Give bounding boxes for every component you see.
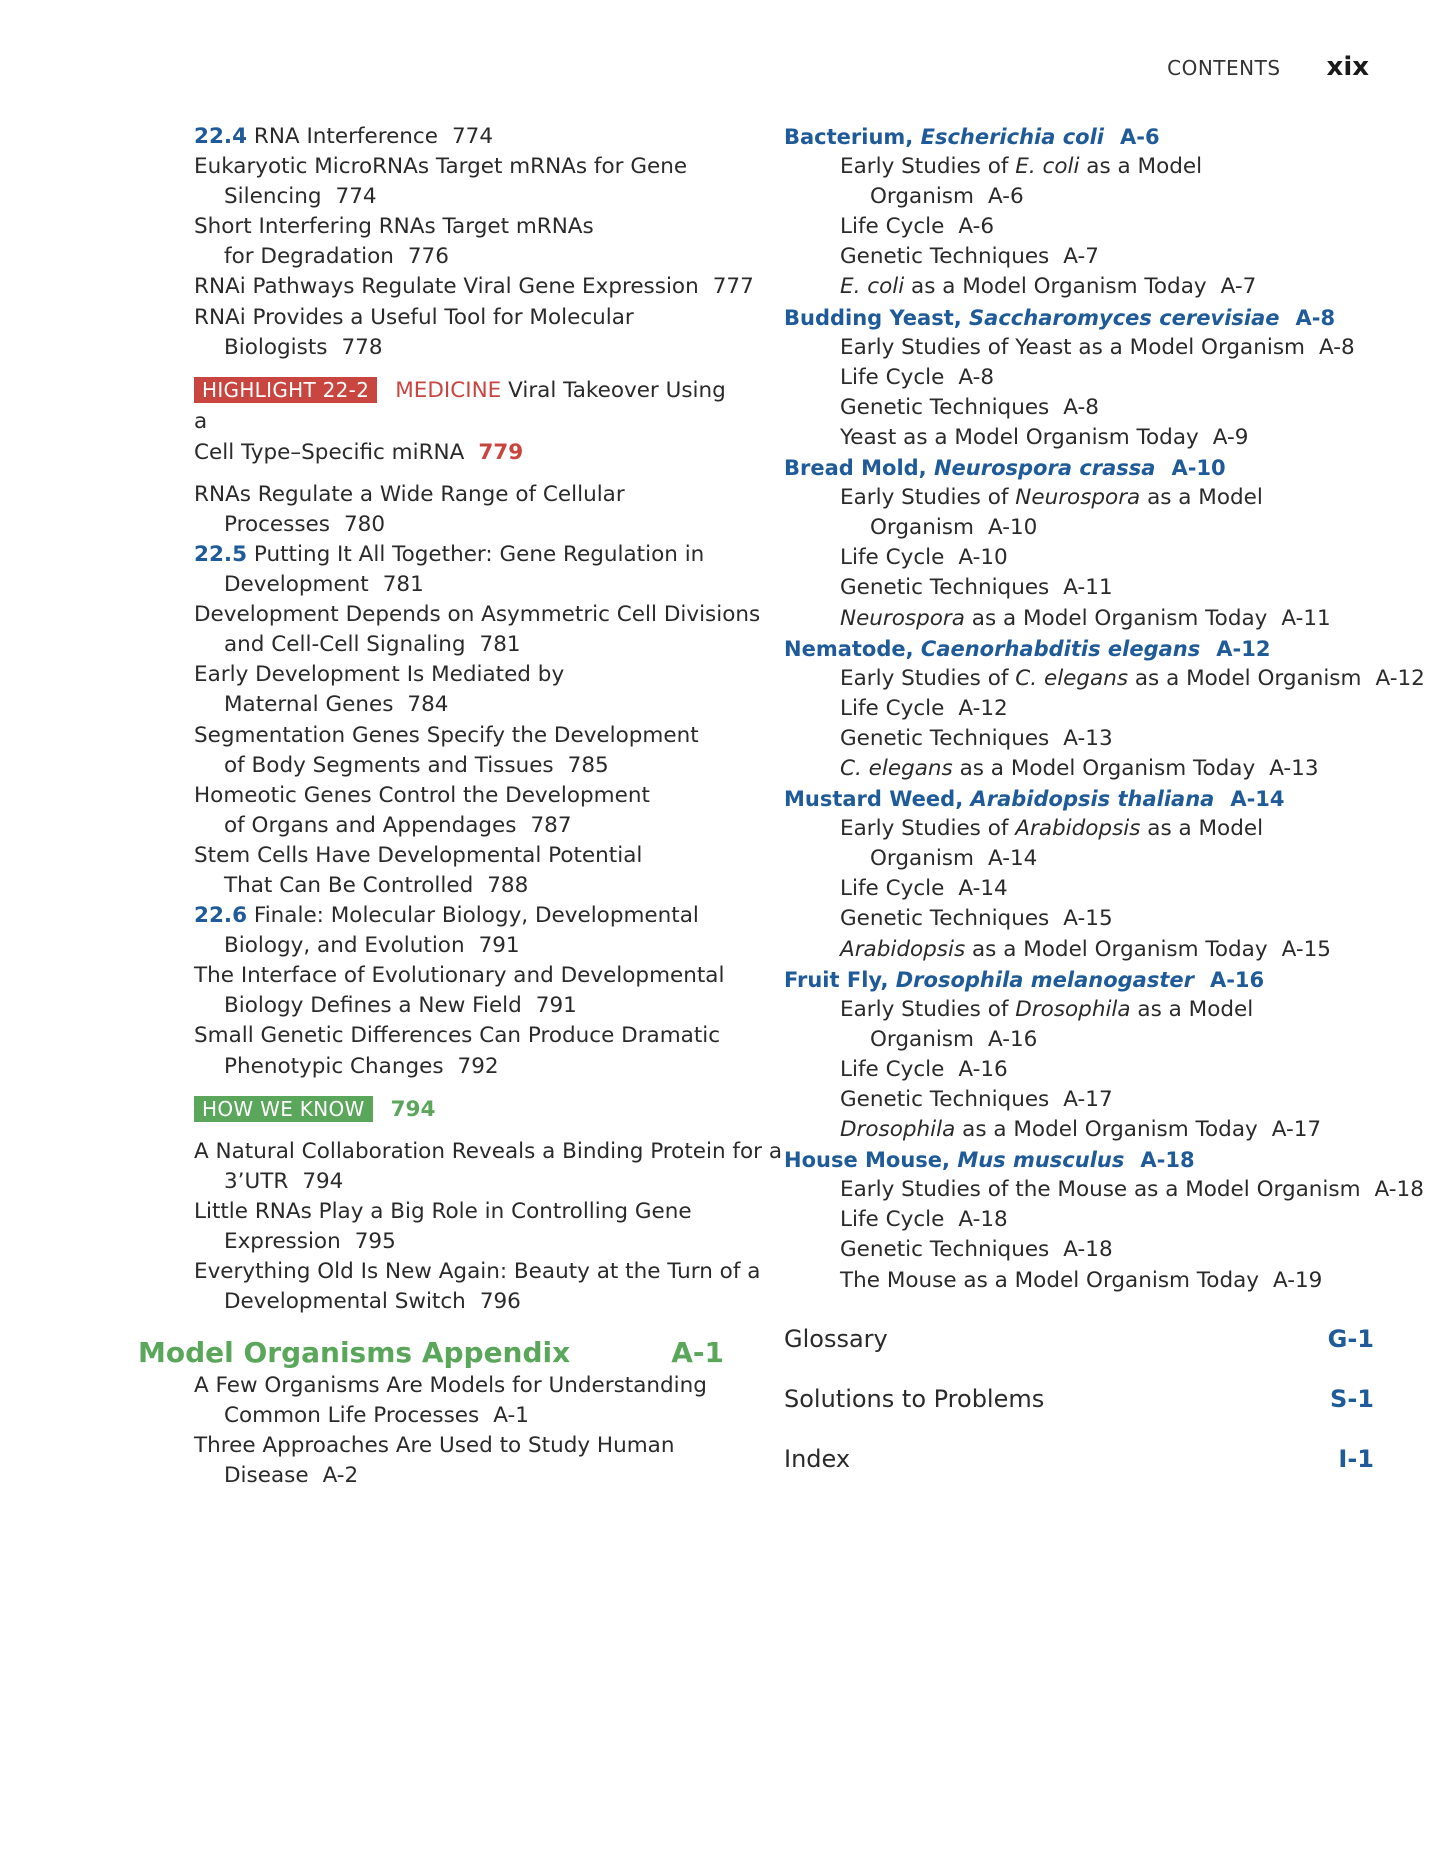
toc-entry[interactable]: Drosophila as a Model Organism Today A-17: [840, 1117, 1322, 1143]
toc-entry[interactable]: Life Cycle A-16: [840, 1056, 1008, 1082]
toc-entry[interactable]: Genetic Techniques A-11: [840, 575, 1113, 601]
toc-entry[interactable]: Genetic Techniques A-7: [840, 244, 1099, 270]
organism-heading-mouse[interactable]: House Mouse, Mus musculus A-18: [784, 1148, 1195, 1173]
page-number: xix: [1326, 52, 1369, 82]
toc-entry[interactable]: Small Genetic Differences Can Produce Dramatic Phenotypic Changes 792: [194, 1023, 721, 1079]
toc-entry[interactable]: Homeotic Genes Control the Development of Organs and Appendages 787: [194, 782, 650, 838]
running-head: [1167, 52, 1369, 82]
toc-entry[interactable]: Genetic Techniques A-15: [840, 906, 1113, 932]
toc-entry[interactable]: Life Cycle A-6: [840, 214, 995, 240]
toc-section-22-4[interactable]: 22.4 RNA Interference 774: [194, 124, 494, 149]
toc-entry[interactable]: C. elegans as a Model Organism Today A-13: [840, 755, 1319, 781]
appendix-heading[interactable]: Model Organisms Appendix A-1: [138, 1336, 724, 1370]
toc-entry[interactable]: Early Studies of E. coli as a Model Organism A-6: [840, 154, 1203, 210]
toc-entry[interactable]: Genetic Techniques A-13: [840, 725, 1113, 751]
toc-entry[interactable]: The Interface of Evolutionary and Developmental Biology Defines a New Field 791: [194, 963, 725, 1019]
toc-entry[interactable]: RNAi Provides a Useful Tool for Molecular Biologists 778: [194, 304, 634, 360]
toc-entry[interactable]: Little RNAs Play a Big Role in Controlling Gene Expression 795: [194, 1198, 692, 1254]
toc-solutions[interactable]: Solutions to Problems S-1: [784, 1384, 1374, 1413]
left-column: [138, 122, 782, 1492]
toc-entry[interactable]: Early Studies of Neurospora as a Model Organism A-10: [840, 485, 1263, 541]
organism-heading-yeast[interactable]: Budding Yeast, Saccharomyces cerevisiae A-8: [784, 305, 1336, 330]
toc-entry[interactable]: RNAi Pathways Regulate Viral Gene Expression 777: [194, 274, 754, 300]
highlight-tag: HIGHLIGHT 22-2: [194, 377, 377, 403]
highlight-topic: MEDICINE: [395, 377, 502, 403]
toc-section-22-6[interactable]: 22.6 Finale: Molecular Biology, Developmental Biology, and Evolution 791: [194, 903, 699, 959]
toc-entry[interactable]: Early Studies of Drosophila as a Model Organism A-16: [840, 996, 1254, 1052]
how-we-know-entry[interactable]: HOW WE KNOW 794: [138, 1094, 738, 1125]
toc-entry[interactable]: Three Approaches Are Used to Study Human Disease A-2: [194, 1433, 675, 1489]
toc-entry[interactable]: Everything Old Is New Again: Beauty at the Turn of a Developmental Switch 796: [194, 1259, 761, 1315]
toc-entry[interactable]: The Mouse as a Model Organism Today A-19: [840, 1267, 1323, 1293]
toc-entry[interactable]: Genetic Techniques A-18: [840, 1237, 1113, 1263]
toc-entry[interactable]: Early Studies of C. elegans as a Model Organism A-12: [840, 665, 1425, 691]
toc-entry[interactable]: Life Cycle A-8: [840, 364, 995, 390]
toc-entry[interactable]: Stem Cells Have Developmental Potential That Can Be Controlled 788: [194, 842, 643, 898]
toc-section-22-5[interactable]: 22.5 Putting It All Together: Gene Regulation in Development 781: [194, 541, 705, 598]
toc-entry[interactable]: E. coli as a Model Organism Today A-7: [840, 274, 1257, 300]
organism-heading-ecoli[interactable]: Bacterium, Escherichia coli A-6: [784, 125, 1160, 149]
toc-entry[interactable]: Development Depends on Asymmetric Cell Divisions and Cell-Cell Signaling 781: [194, 602, 761, 658]
toc-entry[interactable]: A Natural Collaboration Reveals a Binding Protein for a 3’UTR 794: [194, 1138, 782, 1194]
toc-entry[interactable]: A Few Organisms Are Models for Understanding Common Life Processes A-1: [194, 1373, 707, 1429]
toc-entry[interactable]: Life Cycle A-18: [840, 1207, 1008, 1233]
toc-entry[interactable]: Early Studies of Arabidopsis as a Model Organism A-14: [840, 816, 1264, 872]
highlight-box-entry[interactable]: HIGHLIGHT 22-2 MEDICINE Viral Takeover Using a Cell Type–Specific miRNA 779: [194, 377, 726, 465]
toc-entry[interactable]: Genetic Techniques A-8: [840, 394, 1099, 420]
toc-entry[interactable]: Life Cycle A-12: [840, 695, 1008, 721]
right-column: [784, 122, 1425, 1474]
toc-entry[interactable]: Arabidopsis as a Model Organism Today A-15: [840, 936, 1331, 962]
toc-entry[interactable]: Yeast as a Model Organism Today A-9: [840, 424, 1249, 450]
toc-glossary[interactable]: Glossary G-1: [784, 1324, 1374, 1353]
how-we-know-tag: HOW WE KNOW: [194, 1096, 373, 1122]
organism-heading-neurospora[interactable]: Bread Mold, Neurospora crassa A-10: [784, 456, 1226, 481]
toc-entry[interactable]: Neurospora as a Model Organism Today A-11: [840, 605, 1331, 631]
organism-heading-celegans[interactable]: Nematode, Caenorhabditis elegans A-12: [784, 636, 1271, 661]
toc-entry[interactable]: Short Interfering RNAs Target mRNAs for Degradation 776: [194, 214, 594, 270]
toc-entry[interactable]: Genetic Techniques A-17: [840, 1087, 1113, 1112]
toc-index[interactable]: Index I-1: [784, 1444, 1374, 1473]
toc-entry[interactable]: Early Studies of the Mouse as a Model Organism A-18: [840, 1177, 1424, 1203]
toc-entry[interactable]: Eukaryotic MicroRNAs Target mRNAs for Gene Silencing 774: [194, 154, 688, 210]
toc-entry[interactable]: Segmentation Genes Specify the Development of Body Segments and Tissues 785: [194, 722, 699, 778]
toc-entry[interactable]: Life Cycle A-14: [840, 876, 1008, 902]
toc-entry[interactable]: Early Studies of Yeast as a Model Organism A-8: [840, 334, 1355, 360]
running-head-label: CONTENTS: [1167, 56, 1281, 80]
organism-heading-arabidopsis[interactable]: Mustard Weed, Arabidopsis thaliana A-14: [784, 787, 1285, 812]
organism-heading-drosophila[interactable]: Fruit Fly, Drosophila melanogaster A-16: [784, 967, 1265, 992]
toc-entry[interactable]: RNAs Regulate a Wide Range of Cellular Processes 780: [194, 481, 625, 537]
toc-entry[interactable]: Life Cycle A-10: [840, 545, 1008, 571]
toc-entry[interactable]: Early Development Is Mediated by Maternal Genes 784: [194, 662, 565, 718]
